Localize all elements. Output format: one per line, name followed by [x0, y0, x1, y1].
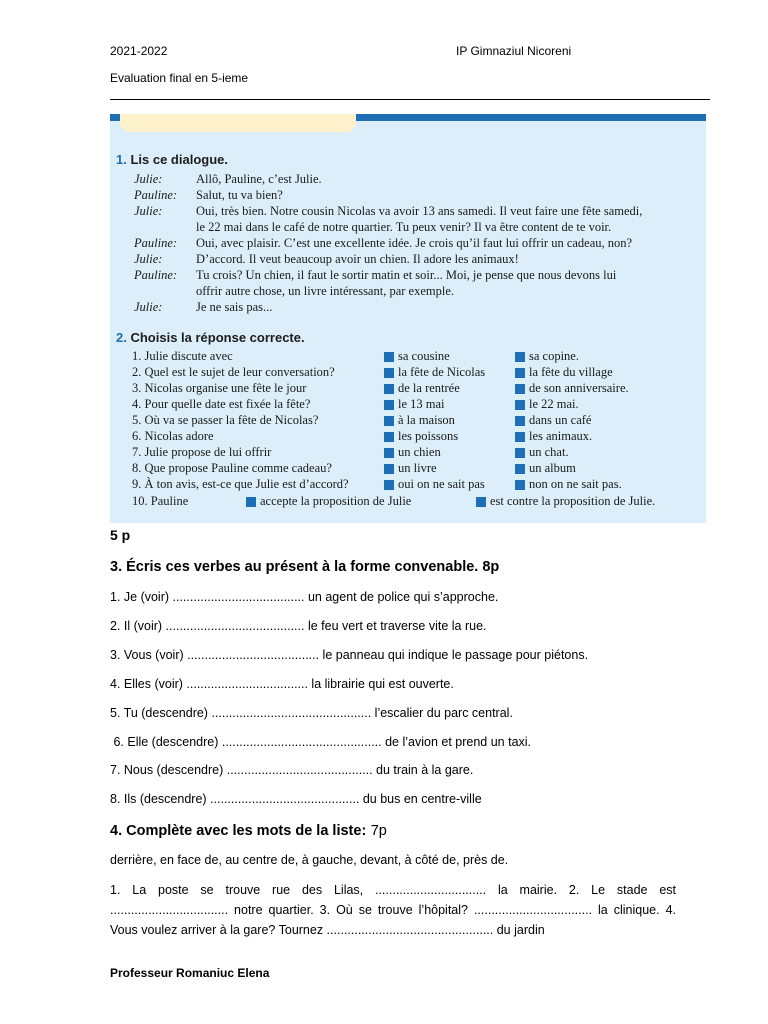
exercise3-item: 1. Je (voir) ...................................... un agent de police qui s’approche.	[110, 590, 499, 604]
dialogue-line: Julie: Je ne sais pas...	[134, 300, 273, 314]
answer-option[interactable]: la fête de Nicolas	[384, 365, 485, 380]
checkbox-square-icon[interactable]	[384, 464, 394, 474]
checkbox-square-icon[interactable]	[515, 352, 525, 362]
question-text: 9. À ton avis, est-ce que Julie est d’accord?	[132, 477, 349, 491]
answer-option[interactable]: un livre	[384, 461, 437, 476]
school-year: 2021-2022	[110, 44, 168, 58]
exercise2-points: 5 p	[110, 527, 131, 543]
answer-option[interactable]: non on ne sait pas.	[515, 477, 622, 492]
question-text: 7. Julie propose de lui offrir	[132, 445, 272, 459]
exercise3-item: 6. Elle (descendre) .............................................. de l’avion et prend un taxi.	[110, 735, 532, 749]
checkbox-square-icon[interactable]	[384, 432, 394, 442]
answer-option[interactable]: la fête du village	[515, 365, 613, 380]
checkbox-square-icon[interactable]	[515, 480, 525, 490]
answer-option[interactable]: un album	[515, 461, 576, 476]
exercise3-item: 2. Il (voir) ........................................ le feu vert et traverse vite la rue.	[110, 619, 487, 633]
exercise3-item: 7. Nous (descendre) .......................................... du train à la gare.	[110, 763, 474, 777]
answer-option[interactable]: les poissons	[384, 429, 458, 444]
checkbox-square-icon[interactable]	[515, 416, 525, 426]
question-text: 10. Pauline	[132, 494, 189, 508]
question-text: 5. Où va se passer la fête de Nicolas?	[132, 413, 319, 427]
checkbox-square-icon[interactable]	[384, 480, 394, 490]
checkbox-square-icon[interactable]	[384, 416, 394, 426]
dialogue-line: Pauline: Salut, tu va bien?	[134, 188, 283, 202]
exercise4-paragraph: 1. La poste se trouve rue des Lilas, ................................ la mairie. 2. Le stade est .................................. notre quartier. 3. Où se trouve l’hôpital? .................................. la clinique. 4. Vous voulez arriver à la gare? Tournez ................................................ du jardin	[110, 883, 676, 937]
exercise4-title: 4. Complète avec les mots de la liste: 7p	[110, 823, 387, 839]
question-text: 4. Pour quelle date est fixée la fête?	[132, 397, 311, 411]
checkbox-square-icon[interactable]	[384, 448, 394, 458]
question-text: 6. Nicolas adore	[132, 429, 214, 443]
checkbox-square-icon[interactable]	[515, 464, 525, 474]
checkbox-square-icon[interactable]	[515, 432, 525, 442]
answer-option[interactable]: à la maison	[384, 413, 455, 428]
answer-option[interactable]: accepte la proposition de Julie	[246, 494, 411, 509]
exercise3-item: 4. Elles (voir) ................................... la librairie qui est ouverte.	[110, 677, 454, 691]
dialogue-line: Pauline: Tu crois? Un chien, il faut le sortir matin et soir... Moi, je pense que nous devons lui	[134, 268, 617, 282]
dialogue-line: Julie: Oui, très bien. Notre cousin Nicolas va avoir 13 ans samedi. Il veut faire une fête samedi,	[134, 204, 643, 218]
question-text: 1. Julie discute avec	[132, 349, 233, 363]
checkbox-square-icon[interactable]	[384, 368, 394, 378]
question-text: 2. Quel est le sujet de leur conversation?	[132, 365, 335, 379]
checkbox-square-icon[interactable]	[515, 384, 525, 394]
exercise3-item: 5. Tu (descendre) .............................................. l’escalier du parc central.	[110, 706, 513, 720]
answer-option[interactable]: dans un café	[515, 413, 591, 428]
checkbox-square-icon[interactable]	[384, 352, 394, 362]
checkbox-square-icon[interactable]	[384, 400, 394, 410]
checkbox-square-icon[interactable]	[476, 497, 486, 507]
answer-option[interactable]: sa cousine	[384, 349, 450, 364]
answer-option[interactable]: un chien	[384, 445, 441, 460]
word-list: derrière, en face de, au centre de, à gauche, devant, à côté de, près de.	[110, 853, 509, 867]
answer-option[interactable]: le 13 mai	[384, 397, 445, 412]
textbook-excerpt: 1. Lis ce dialogue. Julie: Allô, Pauline, c’est Julie. Pauline: Salut, tu va bien? Julie: Oui, très bien. Notre cousin Nicolas va avoir 13 ans samedi. Il veut faire une fête samedi, le 22 mai dans le café de notre quartier. Tu peux venir? Il va être content de te voir. Pauline: Oui, avec plaisir. C’est une excellente idée. Je crois qu’il faut lui offrir un cadeau, non? Julie: D’accord. Il veut beaucoup avoir un chien. Il adore les animaux! Pauline: Tu crois? Un chien, il faut le sortir matin et soir... Moi, je pense que nous devons lui offrir autre chose, un livre intéressant, par exemple. Julie: Je ne sais pas... 2. Choisis la réponse correcte. 1. Julie discute avec sa cousine sa copine. 2. Quel est le sujet de leur conversation? la fête de Nicolas la fête du village 3. Nicolas organise une fête le jour de la rentrée de son anniversaire. 4. Pour quelle date est fixée la fête? le 13 mai le 22 mai. 5. Où va se passer la fête de Nicolas? à la maison dans un café 6. Nicolas adore les poissons les animaux. 7. Julie propose de lui offrir un chien un chat. 8. Que propose Pauline comme cadeau? un livre un album 9. À ton avis, est-ce que Julie est d’accord? oui on ne sait pas non on ne sait pas. 10. Pauline accepte la proposition de Julie est contre la proposition de Julie.	[110, 114, 706, 523]
checkbox-square-icon[interactable]	[515, 448, 525, 458]
question-text: 8. Que propose Pauline comme cadeau?	[132, 461, 332, 475]
checkbox-square-icon[interactable]	[515, 368, 525, 378]
box-label-tab	[120, 114, 356, 132]
teacher-signature: Professeur Romaniuc Elena	[110, 966, 270, 980]
answer-option[interactable]: un chat.	[515, 445, 569, 460]
answer-option[interactable]: de son anniversaire.	[515, 381, 629, 396]
answer-option[interactable]: de la rentrée	[384, 381, 460, 396]
answer-option[interactable]: le 22 mai.	[515, 397, 579, 412]
header-divider	[110, 99, 710, 100]
question-text: 3. Nicolas organise une fête le jour	[132, 381, 307, 395]
answer-option[interactable]: sa copine.	[515, 349, 579, 364]
answer-option[interactable]: les animaux.	[515, 429, 592, 444]
checkbox-square-icon[interactable]	[246, 497, 256, 507]
checkbox-square-icon[interactable]	[515, 400, 525, 410]
exercise3-item: 3. Vous (voir) ...................................... le panneau qui indique le passage pour piétons.	[110, 648, 589, 662]
exercise2-title: 2. Choisis la réponse correcte.	[116, 330, 305, 345]
school-name: IP Gimnaziul Nicoreni	[456, 44, 572, 58]
answer-option[interactable]: oui on ne sait pas	[384, 477, 485, 492]
answer-option[interactable]: est contre la proposition de Julie.	[476, 494, 655, 509]
test-subtitle: Evaluation final en 5-ieme	[110, 71, 249, 85]
dialogue-line: Julie: Allô, Pauline, c’est Julie.	[134, 172, 322, 186]
dialogue-line: Pauline: Oui, avec plaisir. C’est une excellente idée. Je crois qu’il faut lui offrir un cadeau, non?	[134, 236, 633, 250]
exercise3-item: 8. Ils (descendre) ........................................... du bus en centre-ville	[110, 792, 482, 806]
checkbox-square-icon[interactable]	[384, 384, 394, 394]
dialogue-line: Julie: D’accord. Il veut beaucoup avoir un chien. Il adore les animaux!	[134, 252, 519, 266]
exercise1-title: 1. Lis ce dialogue.	[116, 152, 228, 167]
exercise3-title: 3. Écris ces verbes au présent à la forme convenable. 8p	[110, 559, 500, 575]
